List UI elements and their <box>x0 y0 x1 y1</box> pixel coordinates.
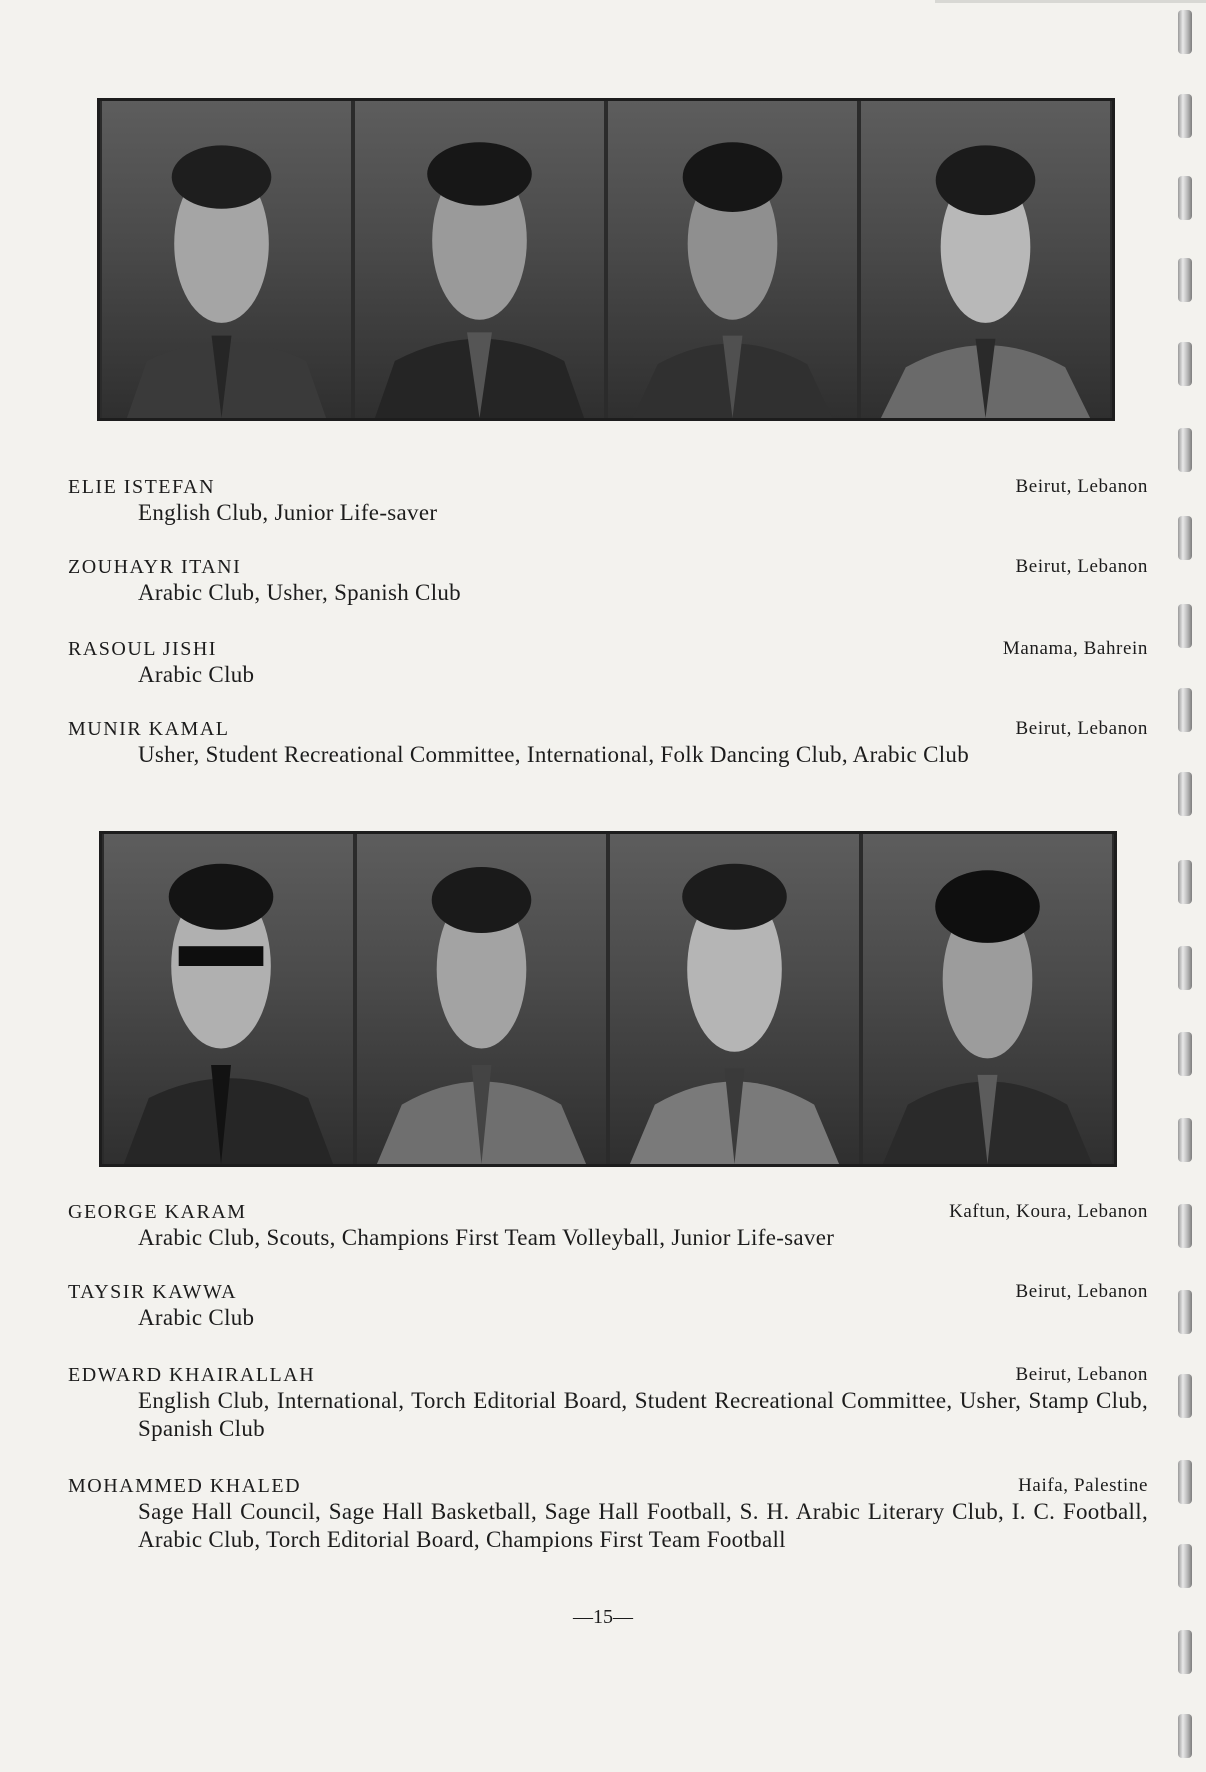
portrait-edward-khairallah <box>610 834 859 1164</box>
student-activities: Usher, Student Recreational Committee, International, Folk Dancing Club, Arabic Club <box>138 742 970 767</box>
student-hometown: Beirut, Lebanon <box>1015 718 1148 739</box>
student-entry <box>68 1281 1148 1332</box>
student-hometown: Beirut, Lebanon <box>1015 1364 1148 1385</box>
student-hometown: Manama, Bahrein <box>1002 638 1148 659</box>
student-activities: Arabic Club <box>138 1305 255 1330</box>
student-name: GEORGE KARAM <box>68 1201 247 1223</box>
student-entry <box>68 476 1148 527</box>
student-entry <box>68 1364 1148 1443</box>
binding-ring <box>1178 1032 1192 1076</box>
binding-ring <box>1178 1544 1192 1588</box>
binding-ring <box>1178 860 1192 904</box>
portrait-row-2 <box>99 831 1117 1167</box>
student-entry <box>68 638 1148 689</box>
page-number: —15— <box>573 1606 633 1628</box>
binding-ring <box>1178 428 1192 472</box>
binding-ring <box>1178 1460 1192 1504</box>
student-name: MOHAMMED KHALED <box>68 1475 302 1497</box>
student-activities: Sage Hall Council, Sage Hall Basketball, Sage Hall Football, S. H. Arabic Literary Club, I. C. Football, Arabic Club, Torch Editorial Board, Champions First Team Football <box>138 1499 1148 1552</box>
binding-ring <box>1178 604 1192 648</box>
student-name: ZOUHAYR ITANI <box>68 556 242 578</box>
student-entry <box>68 1201 1148 1252</box>
portrait-zouhayr-itani <box>355 101 604 418</box>
student-hometown: Haifa, Palestine <box>1018 1475 1148 1496</box>
binding-ring <box>1178 258 1192 302</box>
portrait-rasoul-jishi <box>608 101 857 418</box>
student-hometown: Beirut, Lebanon <box>1015 476 1148 497</box>
student-hometown: Kaftun, Koura, Lebanon <box>949 1201 1148 1222</box>
binding-ring <box>1178 10 1192 54</box>
binding-ring <box>1178 342 1192 386</box>
binding-ring <box>1178 94 1192 138</box>
binding-ring <box>1178 688 1192 732</box>
student-hometown: Beirut, Lebanon <box>1015 1281 1148 1302</box>
portrait-elie-istefan <box>102 101 351 418</box>
binding-ring <box>1178 1290 1192 1334</box>
student-name: RASOUL JISHI <box>68 638 217 660</box>
student-activities: Arabic Club, Usher, Spanish Club <box>138 580 461 605</box>
binding-ring <box>1178 1714 1192 1758</box>
student-activities: Arabic Club <box>138 662 255 687</box>
portrait-george-karam <box>104 834 353 1164</box>
binding-ring <box>1178 1374 1192 1418</box>
student-entry <box>68 1475 1148 1554</box>
student-activities: English Club, Junior Life-saver <box>138 500 438 525</box>
scan-edge-line <box>935 0 1206 3</box>
binding-ring <box>1178 516 1192 560</box>
student-entry <box>68 718 1148 769</box>
binding-ring <box>1178 176 1192 220</box>
binding-ring <box>1178 1118 1192 1162</box>
portrait-mohammed-khaled <box>863 834 1112 1164</box>
binding-ring <box>1178 1204 1192 1248</box>
binding-ring <box>1178 772 1192 816</box>
student-name: EDWARD KHAIRALLAH <box>68 1364 316 1386</box>
student-activities: English Club, International, Torch Editorial Board, Student Recreational Committee, Usher, Stamp Club, Spanish Club <box>138 1388 1148 1441</box>
student-activities: Arabic Club, Scouts, Champions First Team Volleyball, Junior Life-saver <box>138 1225 835 1250</box>
binding-ring <box>1178 946 1192 990</box>
portrait-munir-kamal <box>861 101 1110 418</box>
student-entry <box>68 556 1148 607</box>
student-name: MUNIR KAMAL <box>68 718 230 740</box>
student-name: TAYSIR KAWWA <box>68 1281 238 1303</box>
binding-ring <box>1178 1630 1192 1674</box>
student-name: ELIE ISTEFAN <box>68 476 216 498</box>
portrait-row-1 <box>97 98 1115 421</box>
portrait-taysir-kawwa <box>357 834 606 1164</box>
student-hometown: Beirut, Lebanon <box>1015 556 1148 577</box>
